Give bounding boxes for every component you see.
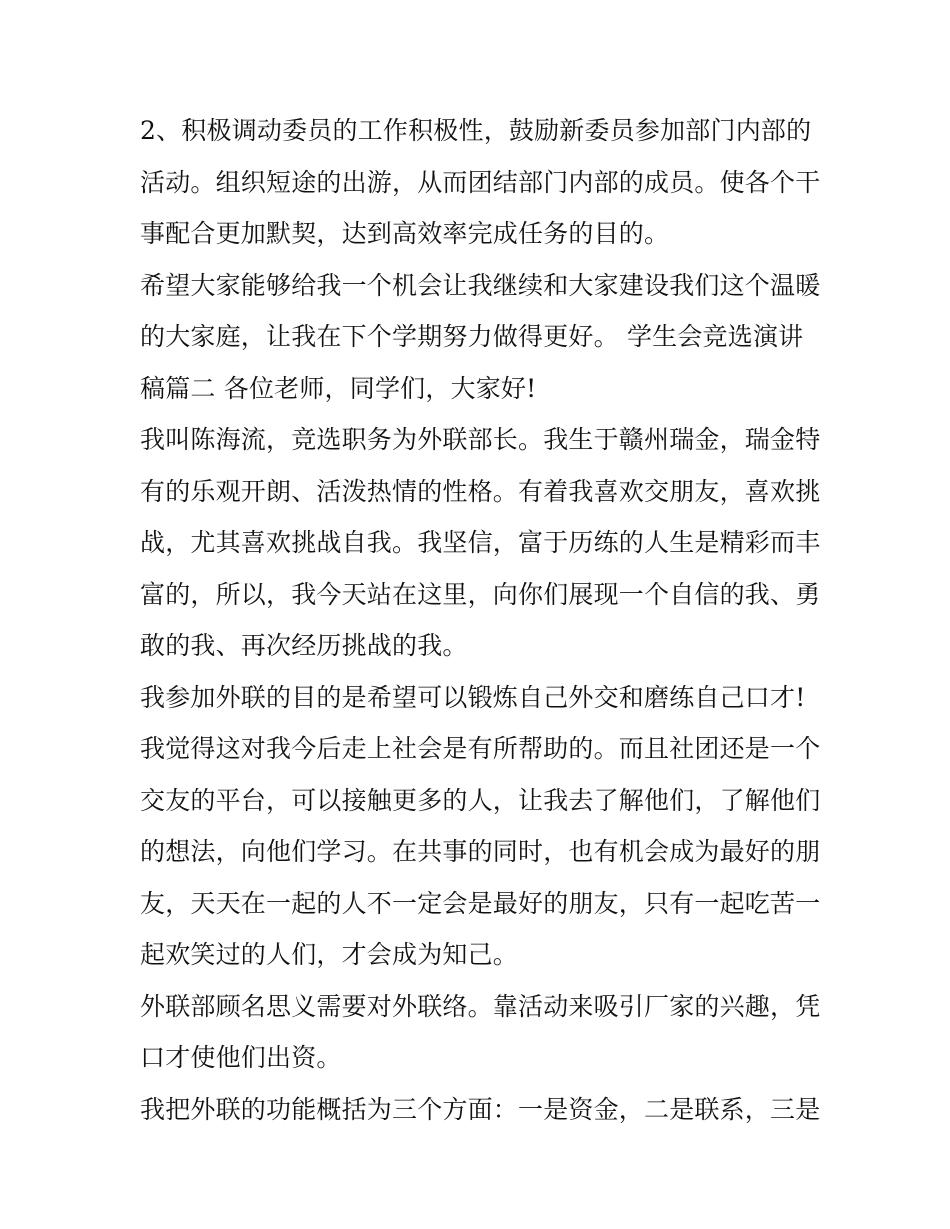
text-line: 有的乐观开朗、活泼热情的性格。有着我喜欢交朋友，喜欢挑	[140, 476, 821, 506]
text-line: 外联部顾名思义需要对外联络。靠活动来吸引厂家的兴趣，凭	[140, 991, 821, 1021]
text-line: 活动。组织短途的出游，从而团结部门内部的成员。使各个干	[140, 167, 821, 197]
text-line: 富的，所以，我今天站在这里，向你们展现一个自信的我、勇	[140, 579, 821, 609]
text-line: 事配合更加默契，达到高效率完成任务的目的。	[140, 219, 670, 248]
document-body	[140, 105, 820, 1135]
text-line: 的大家庭，让我在下个学期努力做得更好。 学生会竞选演讲	[140, 322, 804, 351]
text-line: 起欢笑过的人们，才会成为知己。	[140, 940, 519, 969]
text-line: 战，尤其喜欢挑战自我。我坚信，富于历练的人生是精彩而丰	[140, 528, 821, 557]
text-line: 友，天天在一起的人不一定会是最好的朋友，只有一起吃苦一	[140, 888, 821, 918]
text-line: 我把外联的功能概括为三个方面：一是资金，二是联系，三是	[140, 1094, 821, 1124]
text-line: 2、积极调动委员的工作积极性，鼓励新委员参加部门内部的	[140, 116, 812, 145]
text-line: 我叫陈海流，竞选职务为外联部长。我生于赣州瑞金，瑞金特	[140, 425, 821, 454]
text-line: 我参加外联的目的是希望可以锻炼自己外交和磨练自己口才!	[140, 682, 806, 712]
text-line: 的想法，向他们学习。在共事的同时，也有机会成为最好的朋	[140, 837, 821, 866]
text-line: 敢的我、再次经历挑战的我。	[140, 631, 468, 660]
text-line: 交友的平台，可以接触更多的人，让我去了解他们，了解他们	[140, 785, 821, 815]
text-line: 我觉得这对我今后走上社会是有所帮助的。而且社团还是一个	[140, 734, 821, 763]
text-line: 希望大家能够给我一个机会让我继续和大家建设我们这个温暖	[140, 270, 821, 300]
text-line: 稿篇二 各位老师，同学们，大家好!	[140, 373, 537, 403]
text-line: 口才使他们出资。	[140, 1043, 342, 1072]
